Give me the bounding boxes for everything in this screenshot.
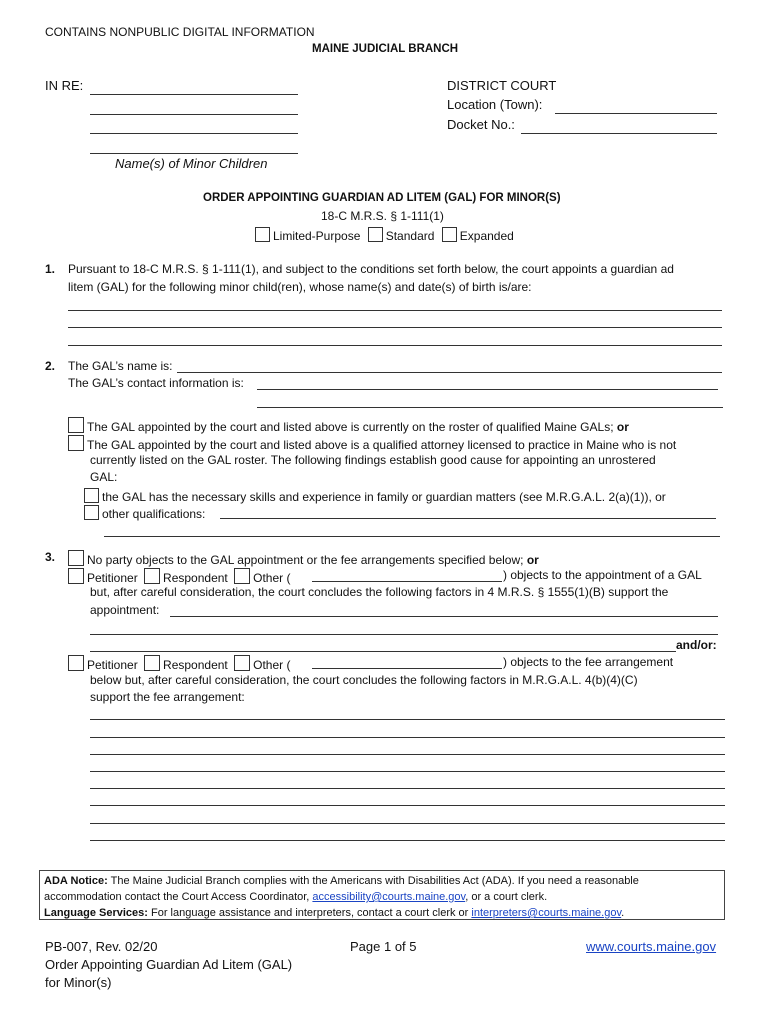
no-objection-checkbox[interactable] bbox=[68, 550, 84, 566]
other-fee-checkbox[interactable] bbox=[234, 655, 250, 671]
skills-text: the GAL has the necessary skills and experience in family or guardian matters (see M.R.G.A.L. 2(a)(1)), or bbox=[102, 490, 666, 504]
children-label: Name(s) of Minor Children bbox=[115, 156, 268, 171]
docket-label: Docket No.: bbox=[447, 117, 515, 132]
in-re-label: IN RE: bbox=[45, 78, 84, 93]
minor-info-line-2[interactable] bbox=[68, 327, 722, 328]
standard-label: Standard bbox=[385, 229, 435, 243]
language-label: Language Services: bbox=[44, 907, 148, 919]
child-name-line-4[interactable] bbox=[90, 153, 298, 154]
child-name-line-3[interactable] bbox=[90, 133, 298, 134]
gal-contact-label: The GAL’s contact information is: bbox=[68, 376, 244, 390]
fee-factors-field-6[interactable] bbox=[90, 805, 725, 806]
classification-banner: CONTAINS NONPUBLIC DIGITAL INFORMATION bbox=[45, 25, 315, 39]
other-qualifications-field-2[interactable] bbox=[104, 536, 720, 537]
other-qualifications-field-1[interactable] bbox=[220, 518, 716, 519]
skills-checkbox[interactable] bbox=[84, 488, 99, 503]
gal-name-field[interactable] bbox=[177, 372, 722, 373]
fee-line-2: below but, after careful consideration, the court concludes the following factors in M.R.G.A.L. 4(b)(4)(C) bbox=[90, 673, 638, 687]
minor-info-line-3[interactable] bbox=[68, 345, 722, 346]
section-1-line-2: litem (GAL) for the following minor child(ren), whose name(s) and date(s) of birth is/are: bbox=[68, 280, 532, 294]
roster-or: or bbox=[616, 420, 629, 434]
website-link[interactable]: www.courts.maine.gov bbox=[586, 939, 717, 954]
limited-purpose-label: Limited-Purpose bbox=[273, 229, 361, 243]
other-qualifications-checkbox[interactable] bbox=[84, 505, 99, 520]
appointment-objection-row bbox=[68, 568, 290, 585]
other-fee-field[interactable] bbox=[312, 668, 502, 669]
footer-form-title-1: Order Appointing Guardian Ad Litem (GAL) bbox=[45, 957, 293, 972]
respondent-label: Respondent bbox=[163, 571, 228, 585]
accessibility-email-link[interactable]: accessibility@courts.maine.gov bbox=[312, 891, 466, 903]
other-appointment-checkbox[interactable] bbox=[234, 568, 250, 584]
petitioner-appointment-checkbox[interactable] bbox=[68, 568, 84, 584]
fee-factors-field-3[interactable] bbox=[90, 754, 725, 755]
attorney-option bbox=[68, 435, 676, 452]
ada-notice-box bbox=[39, 870, 725, 920]
location-field[interactable] bbox=[555, 113, 717, 114]
fee-factors-field-7[interactable] bbox=[90, 823, 725, 824]
other-qualifications-label: other qualifications: bbox=[102, 507, 206, 521]
court-name: DISTRICT COURT bbox=[447, 78, 557, 93]
child-name-line-2[interactable] bbox=[90, 114, 298, 115]
location-label: Location (Town): bbox=[447, 97, 543, 112]
ada-label: ADA Notice: bbox=[44, 875, 108, 887]
limited-purpose-checkbox[interactable] bbox=[255, 227, 270, 242]
language-line bbox=[44, 905, 720, 921]
form-title: ORDER APPOINTING GUARDIAN AD LITEM (GAL) FOR MINOR(S) bbox=[203, 192, 561, 204]
objects-fee-text: ) objects to the fee arrangement bbox=[503, 655, 674, 669]
docket-field[interactable] bbox=[521, 133, 717, 134]
ada-text-3: , or a court clerk. bbox=[465, 891, 548, 903]
fee-objection-row bbox=[68, 655, 290, 672]
no-objection-option bbox=[68, 550, 539, 567]
petitioner-fee-label: Petitioner bbox=[87, 658, 138, 672]
standard-checkbox[interactable] bbox=[368, 227, 383, 242]
other-qualifications-option bbox=[84, 505, 205, 521]
child-name-line-1[interactable] bbox=[90, 94, 298, 95]
roster-option bbox=[68, 417, 629, 434]
skills-option bbox=[84, 488, 666, 504]
language-text: For language assistance and interpreters, contact a court clerk or bbox=[151, 907, 469, 919]
form-id: PB-007, Rev. 02/20 bbox=[45, 939, 158, 954]
section-1-line-1: Pursuant to 18-C M.R.S. § 1-111(1), and subject to the conditions set forth below, the court appoints a guardian ad bbox=[68, 262, 674, 276]
respondent-fee-label: Respondent bbox=[163, 658, 228, 672]
footer-form-title-2: for Minor(s) bbox=[45, 975, 112, 990]
attorney-line-2: currently listed on the GAL roster. The following findings establish good cause for appointing an unrostered bbox=[90, 453, 656, 467]
section-2-number: 2. bbox=[45, 359, 56, 373]
other-fee-label: Other ( bbox=[253, 658, 291, 672]
fee-line-3: support the fee arrangement: bbox=[90, 690, 245, 704]
other-label: Other ( bbox=[253, 571, 291, 585]
roster-text: The GAL appointed by the court and listed above is currently on the roster of qualified Maine GALs; bbox=[87, 420, 614, 434]
attorney-checkbox[interactable] bbox=[68, 435, 84, 451]
objects-appointment-text: ) objects to the appointment of a GAL bbox=[503, 568, 702, 582]
other-appointment-field[interactable] bbox=[312, 581, 502, 582]
fee-factors-field-2[interactable] bbox=[90, 737, 725, 738]
appointment-factors-field-3[interactable] bbox=[90, 651, 676, 652]
ada-text: The Maine Judicial Branch complies with the Americans with Disabilities Act (ADA). If you need a reasonable bbox=[110, 875, 639, 887]
fee-factors-field-4[interactable] bbox=[90, 771, 725, 772]
appointment-factors-field-1[interactable] bbox=[170, 616, 718, 617]
minor-info-line-1[interactable] bbox=[68, 310, 722, 311]
and-or-label: and/or: bbox=[676, 638, 717, 652]
no-objection-or: or bbox=[526, 553, 539, 567]
fee-factors-field-1[interactable] bbox=[90, 719, 725, 720]
gal-contact-field-1[interactable] bbox=[257, 389, 718, 390]
attorney-line-1: The GAL appointed by the court and listed above is a qualified attorney licensed to practice in Maine who is not bbox=[87, 438, 677, 452]
appointment-line-2: but, after careful consideration, the court concludes the following factors in 4 M.R.S. § 1555(1)(B) support the bbox=[90, 585, 669, 599]
attorney-line-3: GAL: bbox=[90, 470, 118, 484]
interpreters-email-link[interactable]: interpreters@courts.maine.gov bbox=[471, 907, 622, 919]
no-objection-text: No party objects to the GAL appointment or the fee arrangements specified below; bbox=[87, 553, 524, 567]
appointment-line-3: appointment: bbox=[90, 603, 160, 617]
roster-checkbox[interactable] bbox=[68, 417, 84, 433]
branch-title: MAINE JUDICIAL BRANCH bbox=[312, 43, 459, 55]
gal-name-label: The GAL’s name is: bbox=[68, 359, 173, 373]
fee-factors-field-8[interactable] bbox=[90, 840, 725, 841]
page-number: Page 1 of 5 bbox=[350, 939, 417, 954]
fee-factors-field-5[interactable] bbox=[90, 788, 725, 789]
respondent-appointment-checkbox[interactable] bbox=[144, 568, 160, 584]
petitioner-fee-checkbox[interactable] bbox=[68, 655, 84, 671]
ada-text-2: accommodation contact the Court Access Coordinator, bbox=[44, 891, 310, 903]
language-end: . bbox=[621, 907, 625, 919]
section-1-number: 1. bbox=[45, 262, 56, 276]
petitioner-label: Petitioner bbox=[87, 571, 138, 585]
expanded-label: Expanded bbox=[459, 229, 514, 243]
statute-citation: 18-C M.R.S. § 1-111(1) bbox=[321, 209, 444, 223]
appointment-factors-field-2[interactable] bbox=[90, 634, 718, 635]
section-3-number: 3. bbox=[45, 550, 56, 564]
gal-contact-field-2[interactable] bbox=[257, 407, 723, 408]
ada-line-2 bbox=[44, 889, 720, 905]
gal-type-options bbox=[255, 227, 514, 243]
ada-line-1 bbox=[44, 873, 720, 889]
respondent-fee-checkbox[interactable] bbox=[144, 655, 160, 671]
expanded-checkbox[interactable] bbox=[442, 227, 457, 242]
